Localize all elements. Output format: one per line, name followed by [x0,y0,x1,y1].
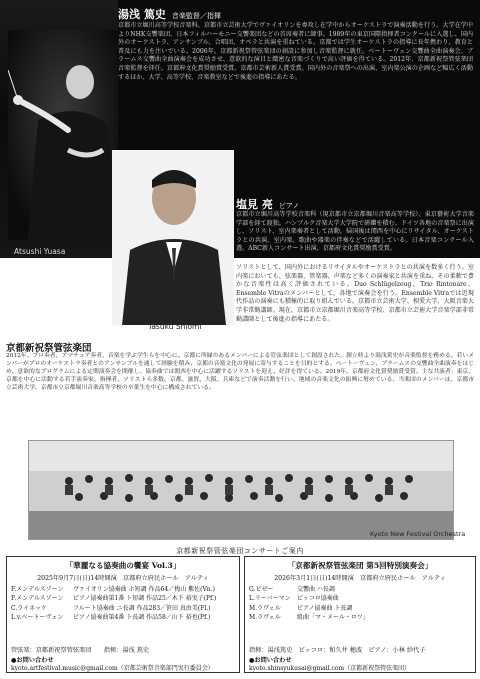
program-work: ピッコロ協奏曲 [297,595,339,603]
orchestra-photo-graphic [29,441,453,539]
top-dark-band [0,0,480,258]
program-work: ピアノ協奏曲第4番 ト長調 作品58／山下 裕也(Pf.) [73,614,211,622]
shiomi-photo-caption: Tasuku Shiomi [148,322,202,331]
program-composer: M.ラヴェル [249,614,281,622]
program-work: ピアノ協奏曲第1番 ト短調 作品25／木下 裕実子(Pf.) [73,595,217,603]
shiomi-name: 塩見 亮 [236,198,273,211]
concert-2-performers: 指揮：湯浅篤史 ピッコロ：和久井 穂波 ピアノ：小林 紗代子 [249,647,426,654]
program-composer: F.メンデルスゾーン [11,586,64,593]
orchestra-description: 2012年、プロ奏者、アマチュア奏者、音楽を学ぶ学生らを中心に、京都に所縁のあるメンバーによる管弦楽団として創設された。創立時より湯浅篤史が音楽監督を務める。若いメンバーがプロのオーケストラ奏者とのアンサンブルを通して経験を積み、京都の音楽文化の発展に寄与することを目的とする。ベートーヴェン、ブラームスの交響曲全曲演奏をはじめ、意欲的なプログラムによる定期演奏会を開催し、協奏曲では関西を中心に活躍するソリストを迎え、好評を得ている。2019年、京都府文化賞奨励賞受賞。主な共演者：東京、京都を中心に活動する若手演奏家、指揮者、ソリストら多数。京都、滋賀、大阪、兵庫などで演奏活動を行い、地域の音楽文化の振興に努めている。当楽団のメンバーは、京都市立芸術大学、京都市立京都堀川音楽高等学校の卒業生を中心に構成されている。 [6,353,474,391]
program-work: ヴァイオリン協奏曲 ホ短調 作品64／梅山 紫佐(Vn.) [73,586,215,593]
program-composer: M.ラヴェル [249,604,281,612]
program-row [11,585,216,594]
concert-1-date: 2025年9月7日(日)14時開演 京都府立府民ホール アルティ [37,575,209,582]
concert-box-1 [6,556,240,673]
concert-1-performers: 管弦楽：京都新祝祭管弦楽団 指揮：湯浅 篤史 [11,647,150,654]
pianist-photo [112,150,234,325]
shiomi-role: ピアノ [278,202,300,210]
yuasa-name: 湯浅 篤史 [118,8,166,21]
concert-heading: 京都新祝祭管弦楽団コンサートご案内 [176,547,304,555]
program-composer: C.ライネッケ [11,604,48,612]
concert-2-title: 「京都新祝祭管弦楽団 第5回特別演奏会」 [287,561,433,570]
program-work: フルート協奏曲 ニ長調 作品283／笹田 真由美(Fl.) [73,604,211,612]
concert-2-date: 2026年3月1日(日)14時開演 京都府立府民ホール アルティ [274,575,446,582]
concert-2-contact[interactable]: kyoto.shinsyukusai@gmail.com（京都新祝祭管弦楽団） [249,665,411,672]
program-work: ピアノ協奏曲 ト長調 [297,604,353,612]
concert-1-program [11,585,216,623]
orchestra-heading: 京都新祝祭管弦楽団 [6,343,92,354]
yuasa-photo-caption: Atsushi Yuasa [14,247,66,256]
orchestra-photo-caption: Kyoto New Festival Orchestra [370,530,466,538]
concert-box-2 [244,556,476,673]
program-row [249,594,369,603]
concert-1-title: 「華麗なる協奏曲の饗宴 Vol.3」 [65,561,181,570]
program-work: 交響曲 ハ長調 [297,586,335,593]
yuasa-heading [118,6,221,22]
yuasa-biography: 京都市立堀川高等学校音楽科、京都市立芸術大学でヴァイオリンを専攻し在学中からオーケストラで演奏活動を行う。大学在学中よりNHK交響楽団、日本フィルハーモニー交響楽団などの首席奏者に師事。1989年の東京国際指揮者コンクールに入選し、国内外のオーケストラ、アンサンブル、合唱団、オペラと共演を重ねている。京都では学生オーケストラの指導に長年携わり、教育と普及にも力を注いでいる。2006年、京都新祝祭管弦楽団の創設に参加し音楽監督に就任。ベートーヴェン交響曲全曲演奏会、ブラームス交響曲全曲演奏会を成功させ、意欲的な演目と緻密な音楽づくりで高い評価を得ている。2012年、京都新祝祭管弦楽団音楽監督を拝任。京都府文化賞奨励賞受賞。京都市芸術新人賞受賞。国内外の音楽祭への出演、室内楽公演の企画など幅広く活動するほか、大学、高等学校、音楽教室などで後進の指導にあたる。 [118,22,473,81]
concert-1-contact-heading: ●お問い合わせ [11,657,54,664]
program-composer: L.v.ベートーヴェン [11,614,64,622]
program-row [11,594,216,603]
concert-1-contact[interactable]: kyoto.artfestival.music@gmail.com（京都芸術祭音楽部門実行委員会） [11,665,214,672]
program-row [249,585,369,594]
program-row [249,613,369,622]
yuasa-role: 音楽監督／指揮 [171,12,221,20]
program-composer: L.リーバーマン [249,595,291,603]
orchestra-photo [28,440,454,540]
shiomi-biography: 京都市立堀川高等学校音楽科（現京都市立京都堀川音楽高等学校）、東京藝術大学音楽学部を経て渡独。ハンブルク音楽大学大学院で研鑽を積む。ドイツ各地の音楽祭に出演し、ソリスト、室内楽奏者として活動。帰国後は関西を中心にリサイタル、オーケストラとの共演、室内楽、歌曲や器楽の伴奏などで活躍している。日本音楽コンクール入選。ABC新人コンサート出演。京都府文化賞奨励賞受賞。 [236,211,474,253]
program-row [249,604,369,613]
concert-2-contact-heading: ●お問い合わせ [249,657,292,664]
concert-2-program [249,585,369,623]
program-row [11,604,216,613]
conductor-photo [8,30,118,240]
shiomi-heading [236,196,299,212]
program-work: 組曲「マ・メール・ロワ」 [297,614,369,622]
program-composer: F.メンデルスゾーン [11,595,64,603]
program-row [11,613,216,622]
program-composer: G.ビゼー [249,586,274,593]
shiomi-biography-continued: ソリストとして、国内外におけるリサイタルやオーケストラとの共演を数多く行う。室内楽においても、弦楽器、管楽器、声楽など多くの演奏家と共演を重ね、その柔軟で豊かな音楽性は高く評価されている。Duo Schlügelzeug、Trio Rintonare、Ensemble Vitraのメンバーとして、各地で演奏会を行う。Ensemble Vitraでは近現代作品の演奏にも積極的に取り組んでいる。京都市立芸術大学、相愛大学、大阪音楽大学非常勤講師。現在、京都市立京都堀川音楽高等学校、京都市立芸術大学音楽学部非常勤講師として後進の指導にあたる。 [236,264,474,323]
